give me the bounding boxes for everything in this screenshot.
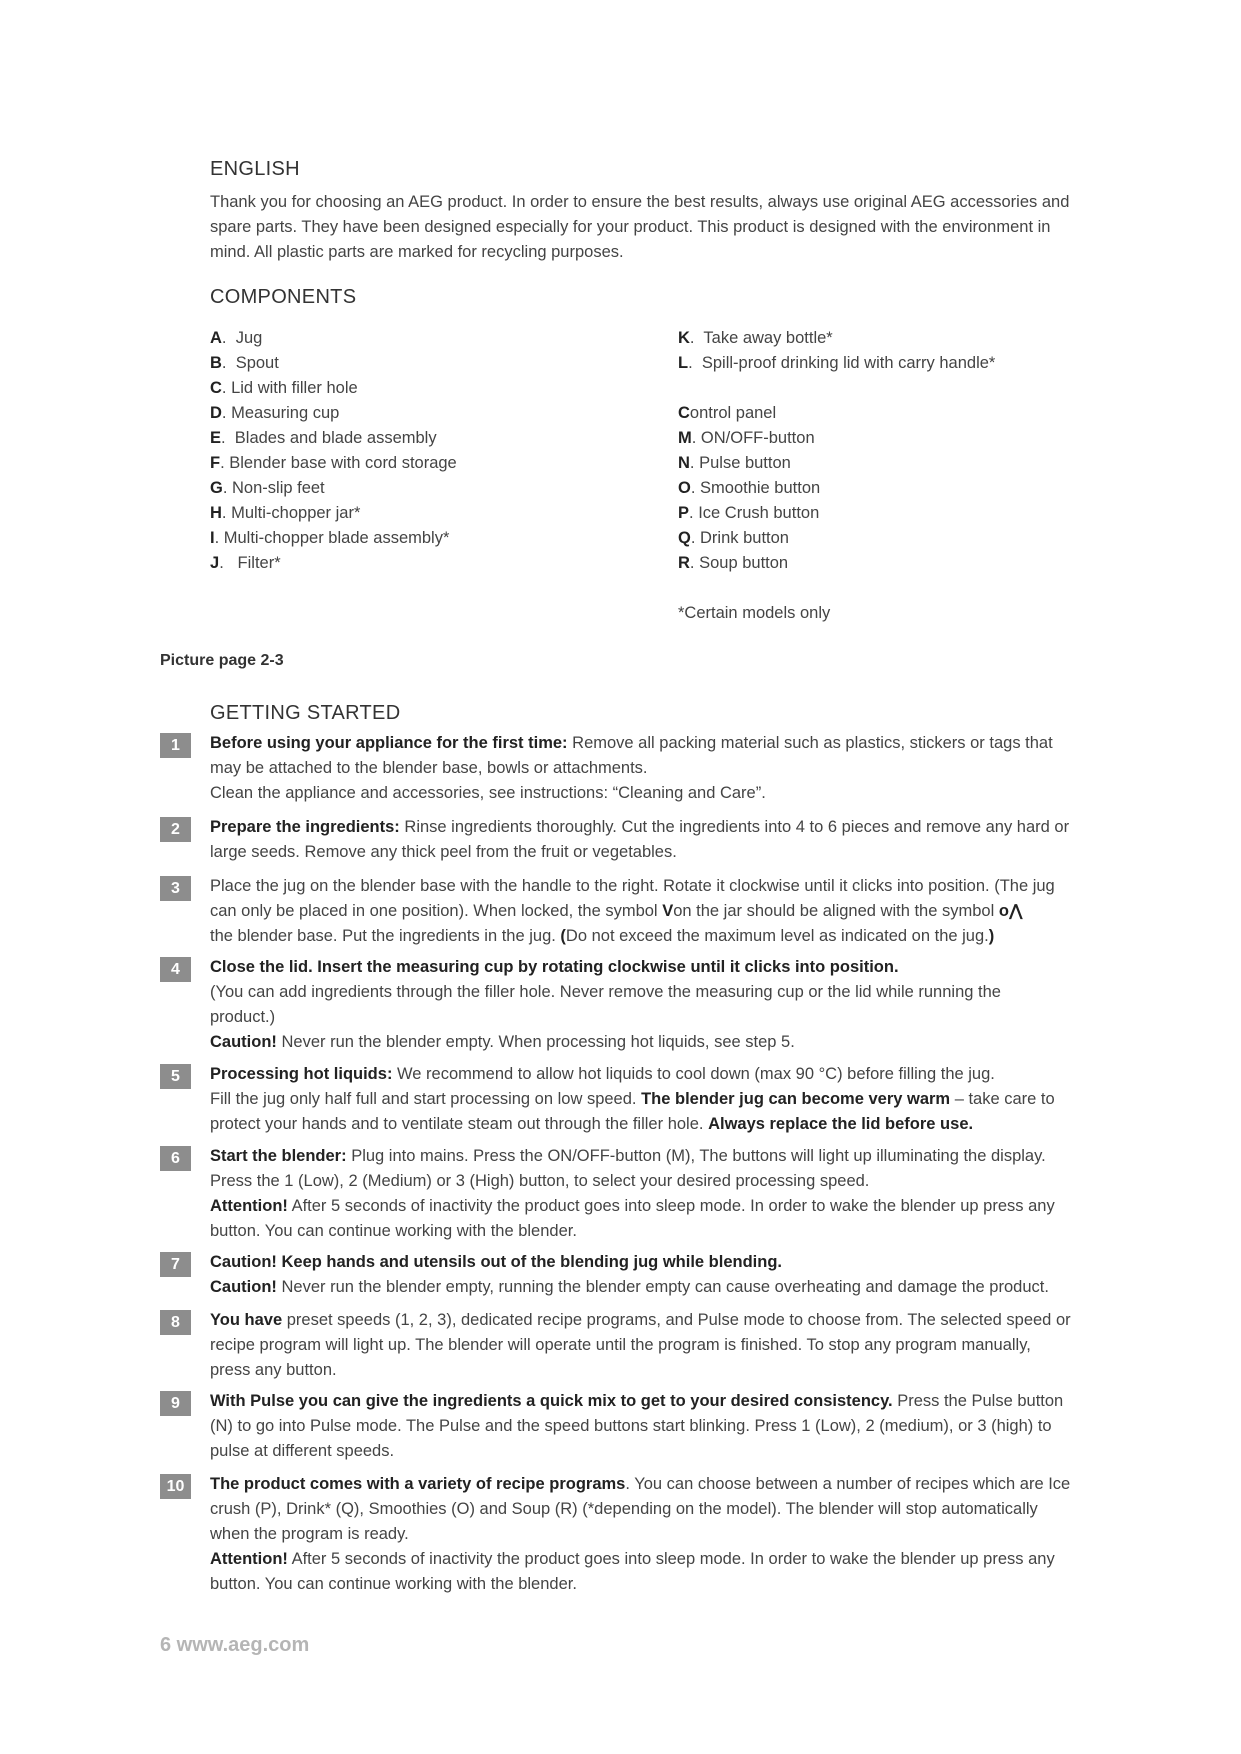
- base-lock-symbol-icon: o⋀: [998, 902, 1023, 920]
- step-number-badge: 8: [160, 1310, 191, 1335]
- getting-started-heading: GETTING STARTED: [210, 702, 401, 724]
- jar-lock-symbol-icon: V: [662, 902, 674, 920]
- control-panel-heading: Control panel: [678, 404, 777, 422]
- step-text: Processing hot liquids: We recommend to allow hot liquids to cool down (max 90 °C) before filling the jug. Fill the jug only half full and start processing on low speed. The blender jug can become very warm – take care to protect your hands and to ventilate steam out through the filler hole. Always replace the lid before use.: [210, 1065, 1055, 1133]
- component-item: J. Filter*: [210, 554, 281, 572]
- step-text: Close the lid. Insert the measuring cup by rotating clockwise until it clicks into position. (You can add ingredients through the filler hole. Never remove the measuring cup or the lid while running the product.) Caution! Never run the blender empty. When processing hot liquids, see step 5.: [210, 958, 1001, 1051]
- component-item: G. Non-slip feet: [210, 479, 325, 497]
- component-item: L. Spill-proof drinking lid with carry handle*: [678, 354, 996, 372]
- intro-paragraph: [210, 190, 1130, 265]
- component-item: Q. Drink button: [678, 529, 789, 547]
- step-number-badge: 7: [160, 1252, 191, 1277]
- certain-models-note: *Certain models only: [678, 604, 831, 622]
- component-item: N. Pulse button: [678, 454, 791, 472]
- step-text: Place the jug on the blender base with the handle to the right. Rotate it clockwise until it clicks into position. (The jug can only be placed in one position). When locked, the symbol Von the jar should be aligned with the symbol o⋀ the blender base. Put the ingredients in the jug. (Do not exceed the maximum level as indicated on the jug.): [210, 877, 1055, 945]
- component-item: D. Measuring cup: [210, 404, 340, 422]
- step-number-badge: 9: [160, 1391, 191, 1416]
- step-number-badge: 6: [160, 1146, 191, 1171]
- components-list-right: [678, 326, 995, 626]
- component-item: P. Ice Crush button: [678, 504, 820, 522]
- intro-line: Thank you for choosing an AEG product. In order to ensure the best results, always use original AEG accessories and: [210, 193, 1070, 211]
- components-list-left: [210, 326, 457, 576]
- components-heading: COMPONENTS: [210, 286, 357, 308]
- step-text: With Pulse you can give the ingredients a quick mix to get to your desired consistency. Press the Pulse button (N) to go into Pulse mode. The Pulse and the speed buttons start blinking. Press 1 (Low), 2 (medium), or 3 (high) to pulse at different speeds.: [210, 1392, 1064, 1460]
- step-number-badge: 1: [160, 733, 191, 758]
- step-text: You have preset speeds (1, 2, 3), dedicated recipe programs, and Pulse mode to choose from. The selected speed or recipe program will light up. The blender will operate until the program is finished. To stop any program manually, press any button.: [210, 1311, 1071, 1379]
- step-text: Caution! Keep hands and utensils out of the blending jug while blending. Caution! Never run the blender empty, running the blender empty can cause overheating and damage the product.: [210, 1253, 1049, 1296]
- step-number-badge: 2: [160, 817, 191, 842]
- page-footer: 6 www.aeg.com: [160, 1634, 310, 1656]
- component-item: K. Take away bottle*: [678, 329, 833, 347]
- component-item: I. Multi-chopper blade assembly*: [210, 529, 450, 547]
- step-text: The product comes with a variety of recipe programs. You can choose between a number of recipes which are Ice crush (P), Drink* (Q), Smoothies (O) and Soup (R) (*depending on the model). The blender will stop automatically when the program is ready. Attention! After 5 seconds of inactivity the product goes into sleep mode. In order to wake the blender up press any button. You can continue working with the blender.: [210, 1475, 1071, 1593]
- component-item: C. Lid with filler hole: [210, 379, 358, 397]
- step-text: Before using your appliance for the first time: Remove all packing material such as plastics, stickers or tags that may be attached to the blender base, bowls or attachments. Clean the appliance and accessories, see instructions: “Cleaning and Care”.: [210, 734, 1053, 802]
- step-number-badge: 5: [160, 1064, 191, 1089]
- intro-line: mind. All plastic parts are marked for recycling purposes.: [210, 243, 624, 261]
- component-item: F. Blender base with cord storage: [210, 454, 457, 472]
- component-item: B. Spout: [210, 354, 279, 372]
- step-number-badge: 10: [160, 1474, 191, 1499]
- step-text: Prepare the ingredients: Rinse ingredients thoroughly. Cut the ingredients into 4 to 6 pieces and remove any hard or large seeds. Remove any thick peel from the fruit or vegetables.: [210, 818, 1070, 861]
- intro-line: spare parts. They have been designed especially for your product. This product is designed with the environment in: [210, 218, 1051, 236]
- english-heading: ENGLISH: [210, 158, 300, 180]
- step-number-badge: 4: [160, 957, 191, 982]
- component-item: A. Jug: [210, 329, 263, 347]
- component-item: M. ON/OFF-button: [678, 429, 815, 447]
- step-text: Start the blender: Plug into mains. Press the ON/OFF-button (M), The buttons will light up illuminating the display. Press the 1 (Low), 2 (Medium) or 3 (High) button, to select your desired processing speed. Attention! After 5 seconds of inactivity the product goes into sleep mode. In order to wake the blender up press any button. You can continue working with the blender.: [210, 1147, 1055, 1240]
- component-item: O. Smoothie button: [678, 479, 821, 497]
- component-item: R. Soup button: [678, 554, 789, 572]
- component-item: H. Multi-chopper jar*: [210, 504, 361, 522]
- component-item: E. Blades and blade assembly: [210, 429, 437, 447]
- picture-page-reference: Picture page 2-3: [160, 652, 284, 669]
- step-number-badge: 3: [160, 876, 191, 901]
